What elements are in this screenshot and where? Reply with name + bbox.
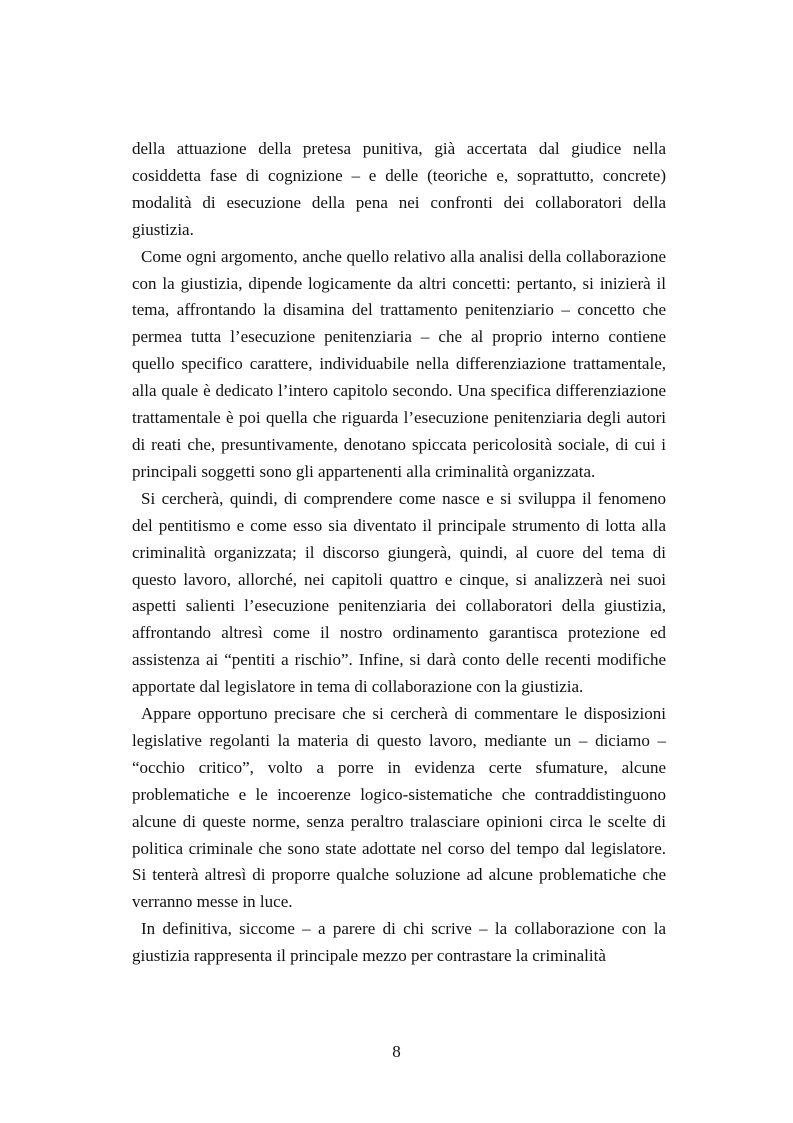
body-paragraph: Appare opportuno precisare che si cercherà di commentare le disposizioni legislative regolanti la materia di questo lavoro, mediante un – diciamo – “occhio critico”, volto a porre in evidenza certe sfumature, alcune problematiche e le incoerenze logico-sistematiche che contraddistinguono alcune di queste norme, senza peraltro tralasciare opinioni circa le scelte di politica criminale che sono state adottate nel corso del tempo dal legislatore. Si tenterà altresì di proporre qualche soluzione ad alcune problematiche che verranno messe in luce. [132,704,666,912]
body-paragraph: Come ogni argomento, anche quello relativo alla analisi della collaborazione con la giustizia, dipende logicamente da altri concetti: pertanto, si inizierà il tema, affrontando la disamina del trattamento penitenziario – concetto che permea tutta l’esecuzione penitenziaria – che al proprio interno contiene quello specifico carattere, individuabile nella differenziazione trattamentale, alla quale è dedicato l’intero capitolo secondo. Una specifica differenziazione trattamentale è poi quella che riguarda l’esecuzione penitenziaria degli autori di reati che, presuntivamente, denotano spiccata pericolosità sociale, di cui i principali soggetti sono gli appartenenti alla criminalità organizzata. [132,246,666,481]
body-paragraph: della attuazione della pretesa punitiva, già accertata dal giudice nella cosiddetta fase di cognizione – e delle (teoriche e, soprattutto, concrete) modalità di esecuzione della pena nei confronti dei collaboratori della giustizia. [132,139,666,239]
body-paragraph: In definitiva, siccome – a parere di chi scrive – la collaborazione con la giustizia rappresenta il principale mezzo per contrastare la criminalità [132,919,666,966]
body-paragraph: Si cercherà, quindi, di comprendere come nasce e si sviluppa il fenomeno del pentitismo e come esso sia diventato il principale strumento di lotta alla criminalità organizzata; il discorso giungerà, quindi, al cuore del tema di questo lavoro, allorché, nei capitoli quattro e cinque, si analizzerà nei suoi aspetti salienti l’esecuzione penitenziaria dei collaboratori della giustizia, affrontando altresì come il nostro ordinamento garantisca protezione ed assistenza ai “pentiti a rischio”. Infine, si darà conto delle recenti modifiche apportate dal legislatore in tema di collaborazione con la giustizia. [132,488,666,697]
page-number: 8 [392,1042,401,1061]
page-body [132,136,666,970]
